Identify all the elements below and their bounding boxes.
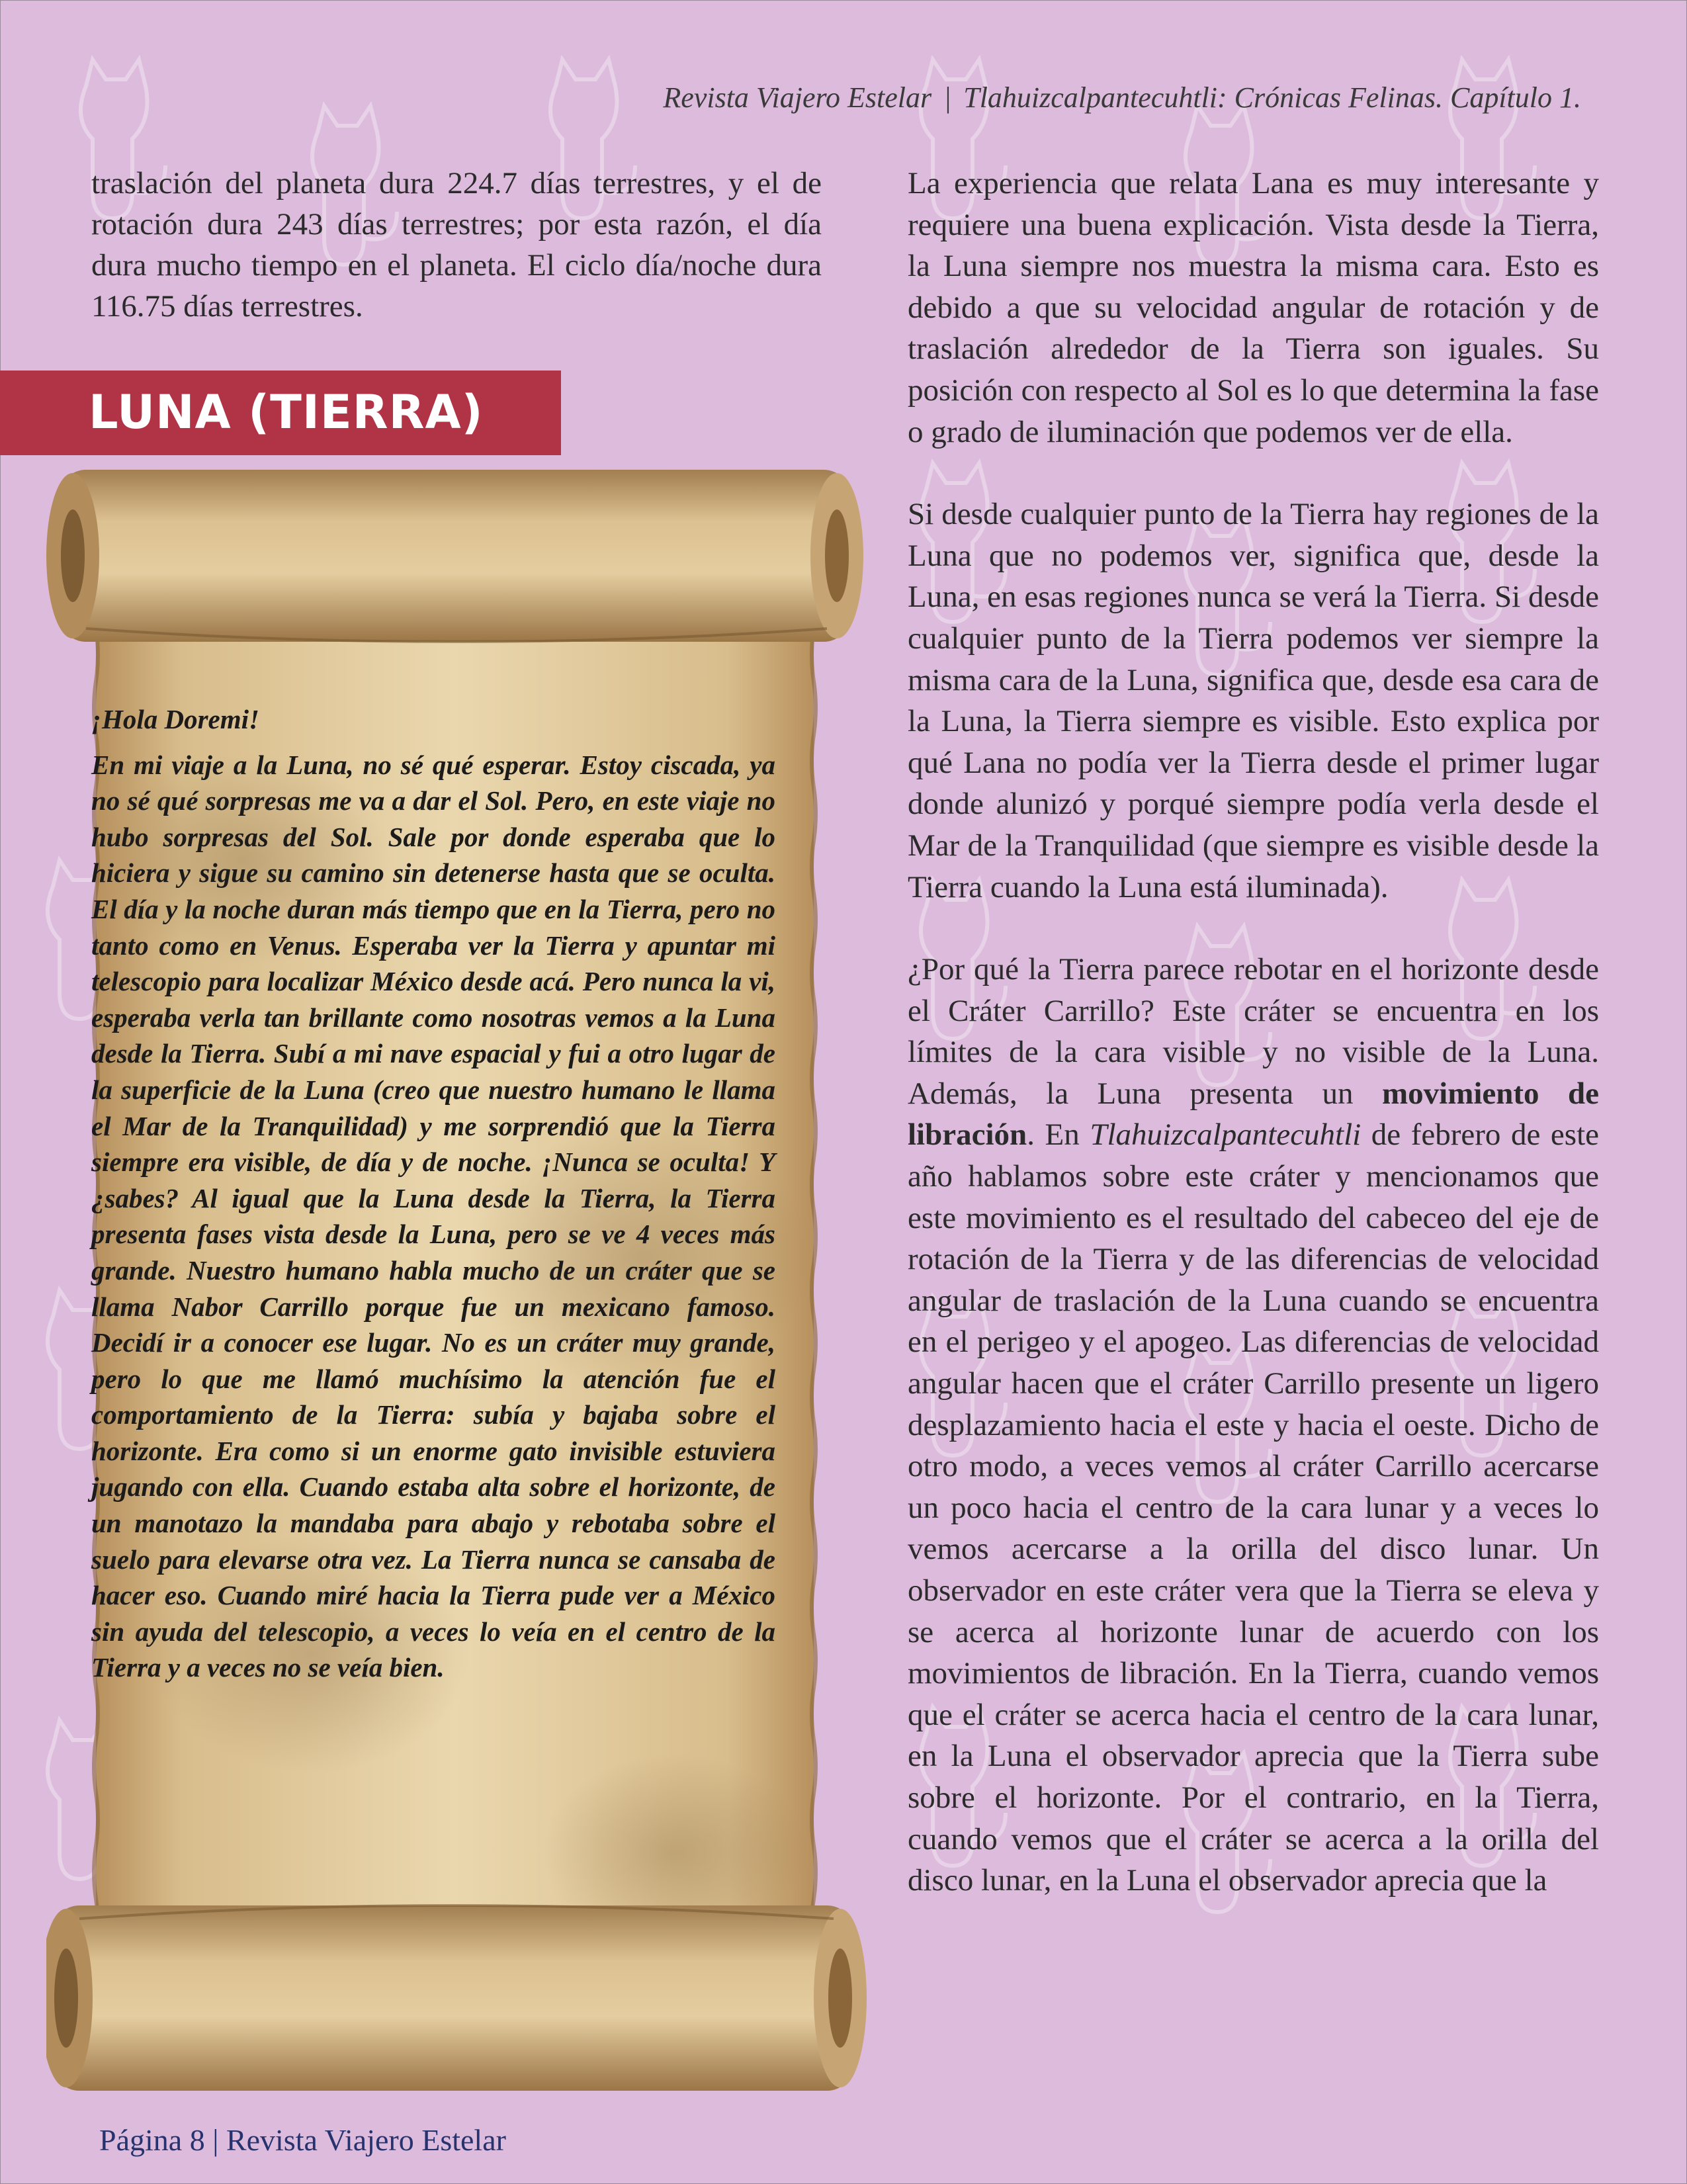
right-paragraph-3 xyxy=(908,949,1599,1901)
section-banner xyxy=(0,371,561,455)
page-footer xyxy=(99,2122,506,2158)
p3-bold-term: movimiento de libración xyxy=(908,1076,1599,1153)
footer-page-label: Página 8 xyxy=(99,2123,205,2157)
p3-text-a: ¿Por qué la Tierra parece rebotar en el horizonte desde el Cráter Carrillo? Este cráter se encuentra en los límites de la cara visible y no visible de la Luna. Además, la Luna presenta un xyxy=(908,952,1599,1111)
letter-greeting: ¡Hola Doremi! xyxy=(91,704,259,734)
footer-separator: | xyxy=(212,2123,219,2157)
header-separator: | xyxy=(943,81,952,114)
header-article: Tlahuizcalpantecuhtli: Crónicas Felinas. Capítulo 1. xyxy=(963,81,1581,114)
p3-italic-title: Tlahuizcalpantecuhtli xyxy=(1090,1117,1362,1153)
scroll-letter xyxy=(91,701,775,1686)
footer-magazine: Revista Viajero Estelar xyxy=(226,2123,506,2157)
header-magazine: Revista Viajero Estelar xyxy=(663,81,932,114)
right-paragraph-1: La experiencia que relata Lana es muy interesante y requiere una buena explicación. Vista desde la Tierra, la Luna siempre nos muestra la misma cara. Esto es debido a que su velocidad angular de rotación y de traslación alrededor de la Tierra son iguales. Su posición con respecto al Sol es lo que determina la fase o grado de iluminación que podemos ver de ella. xyxy=(908,166,1599,449)
right-column xyxy=(908,163,1599,1901)
p3-text-c: de febrero de este año hablamos sobre este cráter y mencionamos que este movimiento es el resultado del cabeceo del eje de rotación de la Tierra y de las diferencias de velocidad angular de traslación de la Luna cuando se encuentra en el perigeo y el apogeo. Las diferencias de velocidad angular hacen que el cráter Carrillo presente un ligero desplazamiento hacia el este y hacia el oeste. Dicho de otro modo, a veces vemos al cráter Carrillo acercarse un poco hacia el centro de la cara lunar y a veces lo vemos acercarse a la orilla del disco lunar. Un observador en este cráter vera que la Tierra se eleva y se acerca al horizonte lunar de acuerdo con los movimientos de libración. En la Tierra, cuando vemos que el cráter se acerca hacia el centro de la cara lunar, en la Luna el observador aprecia que la Tierra sube sobre el horizonte. Por el contrario, en la Tierra, cuando vemos que el cráter se acerca a la orilla del disco lunar, en la Luna el observador aprecia que la xyxy=(908,1117,1600,1898)
left-intro-paragraph: traslación del planeta dura 224.7 días terrestres, y el de rotación dura 243 días terrestres; por esta razón, el día dura mucho tiempo en el planeta. El ciclo día/noche dura 116.75 días terrestres. xyxy=(91,166,822,324)
section-title: LUNA (TIERRA) xyxy=(89,385,484,439)
right-paragraph-2: Si desde cualquier punto de la Tierra hay regiones de la Luna que no podemos ver, significa que, desde la Luna, en esas regiones nunca se verá la Tierra. Si desde cualquier punto de la Tierra podemos ver siempre la misma cara de la Luna, significa que, desde esa cara de la Luna, la Tierra siempre es visible. Esto explica por qué Lana no podía ver la Tierra desde el primer lugar donde alunizó y porqué siempre podía verla desde el Mar de la Tranquilidad (que siempre es visible desde la Tierra cuando la Luna está iluminada). xyxy=(908,497,1599,904)
p3-text-b: . En xyxy=(1027,1117,1090,1153)
running-header xyxy=(663,81,1581,114)
letter-body: En mi viaje a la Luna, no sé qué esperar. Estoy ciscada, ya no sé qué sorpresas me va a dar el Sol. Pero, en este viaje no hubo sorpresas del Sol. Sale por donde esperaba que lo hiciera y sigue su camino sin detenerse hasta que se oculta. El día y la noche duran más tiempo que en la Tierra, pero no tanto como en Venus. Esperaba ver la Tierra y apuntar mi telescopio para localizar México desde acá. Pero nunca la vi, esperaba verla tan brillante como nosotras vemos a la Luna desde la Tierra. Subí a mi nave espacial y fui a otro lugar de la superficie de la Luna (creo que nuestro humano le llama el Mar de la Tranquilidad) y me sorprendió que la Tierra siempre era visible, de día y de noche. ¡Nunca se oculta! Y ¿sabes? Al igual que la Luna desde la Tierra, la Tierra presenta fases vista desde la Luna, pero se ve 4 veces más grande. Nuestro humano habla mucho de un cráter que se llama Nabor Carrillo porque fue un mexicano famoso. Decidí ir a conocer ese lugar. No es un cráter muy grande, pero lo que me llamó muchísimo la atención fue el comportamiento de la Tierra: subía y bajaba sobre el horizonte. Era como si un enorme gato invisible estuviera jugando con ella. Cuando estaba alta sobre el horizonte, de un manotazo la mandaba para abajo y rebotaba sobre el suelo para elevarse otra vez. La Tierra nunca se cansaba de hacer eso. Cuando miré hacia la Tierra pude ver a México sin ayuda del telescopio, a veces lo veía en el centro de la Tierra y a veces no se veía bien. xyxy=(91,749,775,1683)
